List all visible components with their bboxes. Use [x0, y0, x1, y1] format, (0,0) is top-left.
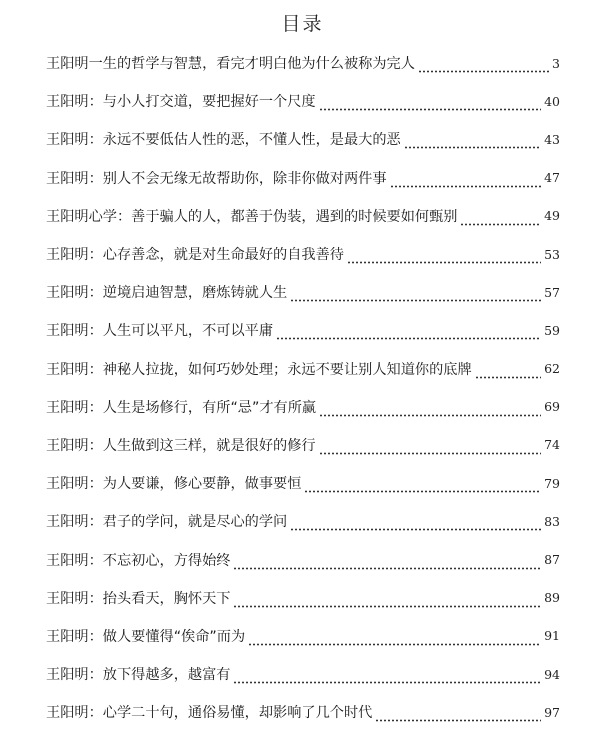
toc-heading: 目录 [281, 13, 324, 35]
dot-leader [233, 670, 541, 684]
dot-leader [290, 517, 541, 531]
toc-entry-title: 王阳明：神秘人拉拢，如何巧妙处理；永远不要让别人知道你的底牌 [46, 361, 472, 378]
dot-leader [290, 288, 541, 302]
toc-entry-title: 王阳明：君子的学问，就是尽心的学问 [46, 514, 288, 531]
dot-leader [319, 403, 541, 417]
dot-leader [304, 479, 541, 493]
dot-leader [418, 59, 549, 73]
toc-entry[interactable] [46, 464, 560, 502]
dot-leader [375, 708, 541, 722]
toc-entry-title: 王阳明：心学二十句，通俗易懂，却影响了几个时代 [46, 705, 373, 722]
toc-entry[interactable] [46, 693, 560, 731]
toc-entry[interactable] [46, 388, 560, 426]
toc-entry[interactable] [46, 120, 560, 158]
toc-entry-page-number: 94 [544, 666, 560, 682]
toc-entry-title: 王阳明：人生是场修行，有所“忌”才有所赢 [46, 399, 317, 416]
toc-entry-page-number: 74 [544, 437, 560, 453]
toc-entry[interactable] [46, 579, 560, 617]
toc-entry-page-number: 53 [544, 246, 560, 262]
toc-entry-page-number: 43 [544, 131, 560, 147]
toc-entry[interactable] [46, 655, 560, 693]
toc-entry[interactable] [46, 159, 560, 197]
toc-entry-page-number: 69 [544, 399, 560, 415]
toc-entry-page-number: 62 [544, 361, 560, 377]
dot-leader [233, 556, 541, 570]
toc-entry-title: 王阳明：为人要谦，修心要静，做事要恒 [46, 476, 302, 493]
dot-leader [319, 441, 542, 455]
toc-entry[interactable] [46, 617, 560, 655]
toc-entry-page-number: 87 [544, 552, 560, 568]
toc-entry-page-number: 89 [544, 590, 560, 606]
toc-entry-page-number: 97 [544, 704, 560, 720]
toc-entry[interactable] [46, 540, 560, 578]
toc-entry-page-number: 47 [544, 170, 560, 186]
toc-entry-page-number: 40 [544, 93, 560, 109]
toc-entry-page-number: 3 [552, 55, 560, 71]
dot-leader [404, 135, 541, 149]
toc-entry-title: 王阳明一生的哲学与智慧，看完才明白他为什么被称为完人 [46, 56, 415, 73]
toc-entry[interactable] [46, 197, 560, 235]
toc-entry-title: 王阳明：永远不要低估人性的恶，不懂人性，是最大的恶 [46, 132, 401, 149]
toc-entry[interactable] [46, 235, 560, 273]
toc-entry-title: 王阳明：心存善念，就是对生命最好的自我善待 [46, 247, 344, 264]
toc-entry-page-number: 49 [544, 208, 560, 224]
toc-entry[interactable] [46, 44, 560, 82]
toc-entry-page-number: 57 [544, 284, 560, 300]
toc-entry-title: 王阳明：人生做到这三样，就是很好的修行 [46, 437, 316, 454]
dot-leader [248, 632, 541, 646]
dot-leader [460, 212, 541, 226]
toc-entry-title: 王阳明：人生可以平凡，不可以平庸 [46, 323, 274, 340]
toc-entry-title: 王阳明：逆境启迪智慧，磨炼铸就人生 [46, 285, 288, 302]
toc-entry[interactable] [46, 273, 560, 311]
toc-entry-page-number: 83 [544, 513, 560, 529]
dot-leader [276, 326, 541, 340]
toc-entry[interactable] [46, 502, 560, 540]
toc-entry-title: 王阳明：与小人打交道，要把握好一个尺度 [46, 94, 316, 111]
toc-entry-title: 王阳明心学：善于骗人的人，都善于伪装，遇到的时候要如何甄别 [46, 208, 458, 225]
toc-entry-page-number: 79 [544, 475, 560, 491]
toc-entry[interactable] [46, 350, 560, 388]
toc-entry-page-number: 91 [544, 628, 560, 644]
toc-entry-page-number: 59 [544, 322, 560, 338]
toc-entry[interactable] [46, 82, 560, 120]
toc-entry-title: 王阳明：别人不会无缘无故帮助你，除非你做对两件事 [46, 170, 387, 187]
dot-leader [390, 174, 542, 188]
dot-leader [475, 365, 541, 379]
toc-entry-title: 王阳明：做人要懂得“俟命”而为 [46, 628, 246, 645]
toc-list [46, 44, 560, 731]
dot-leader [233, 594, 541, 608]
toc-entry-title: 王阳明：不忘初心，方得始终 [46, 552, 231, 569]
toc-entry[interactable] [46, 426, 560, 464]
toc-entry[interactable] [46, 311, 560, 349]
dot-leader [347, 250, 541, 264]
dot-leader [319, 97, 542, 111]
toc-entry-title: 王阳明：抬头看天，胸怀天下 [46, 590, 231, 607]
toc-entry-title: 王阳明：放下得越多，越富有 [46, 667, 231, 684]
